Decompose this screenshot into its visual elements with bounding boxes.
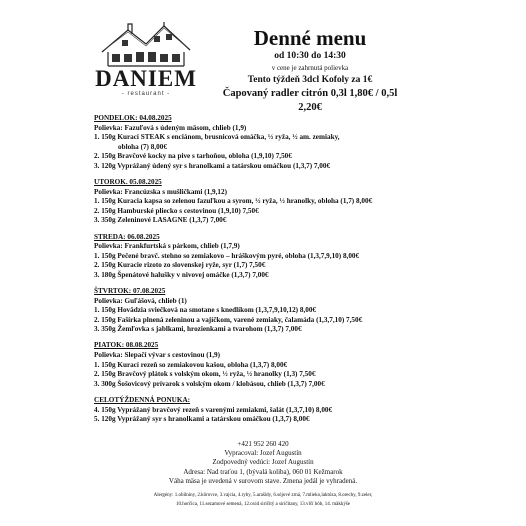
weekly-offer: [94, 396, 424, 425]
house-logo-icon: [98, 22, 194, 68]
menu-list: [94, 114, 424, 431]
menu-item: 2. 150g Hamburské pliecko s cestovinou (1,9,10) 7,50€: [94, 206, 259, 215]
day-heading: PIATOK: 08.08.2025: [94, 341, 159, 350]
menu-item: 1. 150g Pečené bravč. stehno so zemiakovo – hráškovým pyré, obloha (1,3,7,9,10) 8,00€: [94, 251, 360, 260]
day-heading: CELOTÝŽDENNÁ PONUKA:: [94, 395, 191, 404]
menu-item: 2. 150g Fašírka plnená zeleninou a vajíčkom, varené zemiaky, čalamáda (1,3,7,10) 7,50€: [94, 315, 363, 324]
prepared-by: Vypracoval: Jozef Augustín: [224, 449, 302, 458]
day-wednesday: [94, 233, 424, 281]
responsible-manager: Zodpovedný vedúci: Jozef Augustín: [212, 458, 314, 467]
weight-note: Váha mäsa je uvedená v surovom stave. Zmena jedál je vyhradená.: [168, 476, 358, 485]
menu-item: 1. 150g Kurací STEAK s enciánom, brusnicová omáčka, ½ ryža, ½ am. zemiaky,: [94, 133, 340, 142]
soup-line: Polievka: Frankfurtská s párkom, chlieb (1,7,9): [94, 242, 240, 251]
menu-item: 3. 120g Vyprážaný údený syr s hranolkami a tatárskou omáčkou (1,3,7) 7,00€: [94, 161, 331, 170]
soup-included-note: v cene je zahrnutá polievka: [271, 64, 349, 72]
menu-item: 2. 150g Bravčový plátok s volským okom, ½ ryža, ½ hranolky (1,3) 7,50€: [94, 370, 316, 379]
soup-line: Polievka: Slepačí vývar s cestovinou (1,9): [94, 351, 221, 360]
logo-subtitle: - restaurant -: [121, 91, 171, 97]
menu-item: 2. 150g Kuracie rizoto zo slovenskej ryže, syr (1,7) 7,50€: [94, 261, 266, 270]
menu-item: 3. 300g Šošovicový prívarok s volským okom / klobásou, chlieb (1,3,7) 7,00€: [94, 379, 325, 388]
menu-item-continuation: obloha (7) 8,00€: [118, 142, 167, 151]
day-heading: STREDA: 06.08.2025: [94, 232, 160, 241]
day-thursday: [94, 287, 424, 335]
day-tuesday: [94, 178, 424, 226]
menu-item: 1. 150g Kurací rezeň so zemiakovou kašou, obloha (1,3,7) 8,00€: [94, 360, 288, 369]
serving-time: od 10:30 do 14:30: [274, 51, 346, 61]
day-heading: UTOROK. 05.08.2025: [94, 178, 162, 187]
soup-line: Polievka: Francúzska s mušličkami (1,9,12): [94, 187, 227, 196]
menu-item: 1. 150g Kuracia kapsa so zelenou fazuľkou a syrom, ½ ryža, ½ hranolky, obloha (1,7) 8,00€: [94, 197, 373, 206]
soup-line: Polievka: Guľášová, chlieb (1): [94, 296, 187, 305]
weekly-promo: Tento týždeň 3dcl Kofoly za 1€: [247, 75, 373, 85]
allergen-legend: [0, 491, 526, 509]
allergen-line: Alergény: 1.obilniny, 2.kôrovce, 3.vajcia, 4.ryby, 5.arašidy, 6.sójové zrná, 7.mlieko,laktóza, 8.orechy, 9.zeler,: [153, 493, 373, 498]
day-heading: ŠTVRTOK: 07.08.2025: [94, 287, 166, 295]
day-heading: PONDELOK: 04.08.2025: [94, 114, 172, 122]
menu-item: 3. 350g Žemľovka s jablkami, hrozienkami a tvarohom (1,3,7) 7,00€: [94, 325, 302, 334]
menu-item: 2. 150g Bravčové kocky na pive s tarhoňou, obloha (1,9,10) 7,50€: [94, 152, 292, 161]
menu-header: [210, 26, 410, 115]
allergen-line: 10.horčica, 11.sezamové semená, 12.oxid siričitý a siričitany, 13.vlčí bôb, 14. mäkkýše: [175, 502, 351, 507]
menu-item: 3. 350g Zeleninové LASAGNE (1,3,7) 7,00€: [94, 216, 227, 225]
address: Adresa: Nad traťou 1, (bývalá koliba), 060 01 Kežmarok: [183, 467, 343, 476]
menu-item: 1. 150g Hovädzia sviečková na smotane s knedlíkom (1,3,7,9,10,12) 8,00€: [94, 306, 317, 315]
phone-number: +421 952 260 420: [237, 440, 289, 448]
menu-item: 5. 120g Vyprážaný syr s hranolkami a tatárskou omáčkou (1,3,7) 8,00€: [94, 415, 310, 424]
logo-wordmark: DANIEM: [95, 66, 197, 91]
restaurant-logo: [94, 22, 198, 100]
menu-item: 4. 150g Vyprážaný bravčový rezeň s varenými zemiakmi, šalát (1,3,7,10) 8,00€: [94, 405, 333, 414]
soup-line: Polievka: Fazuľová s údeným mäsom, chlieb (1,9): [94, 123, 247, 132]
menu-item: 3. 180g Špenátové halušky v nivovej omáčke (1,3,7) 7,00€: [94, 270, 269, 279]
contact-footer: [0, 440, 526, 486]
day-monday: [94, 114, 424, 172]
day-friday: [94, 341, 424, 389]
page-title: Denné menu: [253, 26, 367, 50]
radler-offer: Čapovaný radler citrón 0,3l 1,80€ / 0,5l 2,20€: [222, 88, 398, 113]
